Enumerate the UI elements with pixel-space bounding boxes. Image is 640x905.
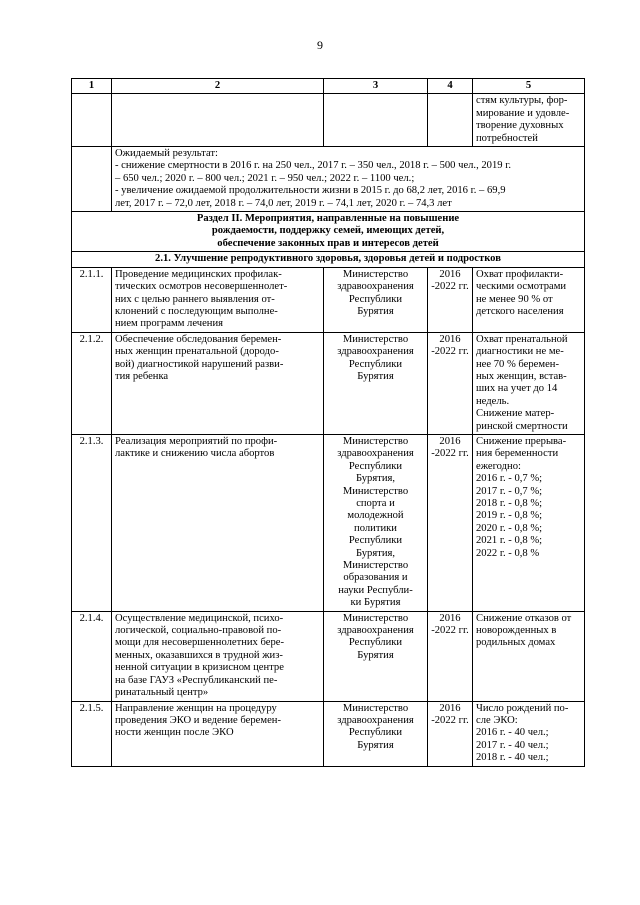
measure-executor (324, 434, 428, 611)
measure-number: 2.1.4. (72, 611, 112, 701)
measure-executor-line: Республики (348, 293, 403, 305)
cont-action (112, 94, 324, 147)
measure-executor-line: здравоохранения (337, 281, 414, 293)
measure-executor-line: здравоохранения (337, 346, 414, 358)
measure-executor-line: науки Республи- (338, 584, 413, 596)
measure-executor-line: Бурятия, (355, 547, 396, 559)
measure-action-line: нием программ лечения (115, 318, 224, 330)
measure-action-line: ности женщин после ЭКО (115, 727, 234, 739)
measure-result-line: 2016 г. - 0,7 %; (476, 473, 543, 485)
measure-executor-line: Республики (348, 637, 403, 649)
measure-executor-line: Министерство (342, 333, 409, 345)
measure-result-line: Число рождений по- (476, 702, 569, 714)
measure-result-line: 2018 г. - 40 чел.; (476, 752, 549, 764)
measure-result (473, 332, 585, 434)
measure-result-line: Снижение матер- (476, 408, 555, 420)
measure-result-line: нее 70 % беремен- (476, 358, 559, 370)
table-row (72, 701, 585, 766)
measure-action (112, 611, 324, 701)
subsection-title: 2.1. Улучшение репродуктивного здоровья, здоровья детей и подростков (72, 252, 585, 267)
measure-action (112, 267, 324, 332)
cont-result-line: потребностей (476, 132, 538, 144)
measure-term-line: -2022 гг. (431, 346, 469, 358)
measure-action-line: лактике и снижению числа абортов (115, 448, 275, 460)
measure-executor-line: Республики (348, 358, 403, 370)
measure-action-line: мощи для несовершеннолетних бере- (115, 637, 284, 649)
cont-result-line: мирование и удовле- (476, 107, 570, 119)
header-col-3: 3 (324, 79, 428, 94)
measure-action (112, 701, 324, 766)
measure-action-line: проведения ЭКО и ведение беремен- (115, 714, 281, 726)
table-row (72, 332, 585, 434)
measure-number: 2.1.5. (72, 701, 112, 766)
measure-term-line: -2022 гг. (431, 625, 469, 637)
cont-result-line: стям культуры, фор- (476, 95, 568, 107)
expected-line: – 650 чел.; 2020 г. – 800 чел.; 2021 г. – 950 чел.; 2022 г. – 1100 чел.; (115, 172, 415, 184)
measure-result-line: диагностики не ме- (476, 346, 564, 358)
measure-executor-line: образования и (343, 572, 408, 584)
measure-result-line: Снижение отказов от (476, 612, 572, 624)
table-row (72, 611, 585, 701)
measure-action-line: Направление женщин на процедуру (115, 702, 277, 714)
measure-term (428, 332, 473, 434)
expected-line: - снижение смертности в 2016 г. на 250 чел., 2017 г. – 350 чел., 2018 г. – 500 чел., 2019 г. (115, 160, 512, 172)
section-title-line: обеспечение законных прав и интересов детей (217, 237, 439, 249)
measure-result-line: 2016 г. - 40 чел.; (476, 727, 549, 739)
measure-executor-line: политики (354, 522, 397, 534)
measure-result-line: ния беременности (476, 448, 559, 460)
measure-result-line: 2020 г. - 0,8 %; (476, 522, 543, 534)
measure-result-line: Охват профилакти- (476, 268, 564, 280)
measure-result-line: Снижение прерыва- (476, 435, 567, 447)
header-col-5: 5 (473, 79, 585, 94)
measure-term-line: 2016 (439, 612, 461, 624)
table-row (72, 267, 585, 332)
measure-executor-line: Бурятия (357, 649, 394, 661)
cont-result-line: творение духовных (476, 120, 564, 132)
measure-action-line: ненной ситуации в кризисном центре (115, 662, 284, 674)
measure-executor-line: здравоохранения (337, 625, 414, 637)
measure-rows (72, 267, 585, 766)
measure-executor-line: молодежной (347, 510, 404, 522)
measure-executor-line: здравоохранения (337, 448, 414, 460)
measure-executor (324, 332, 428, 434)
measure-result-line: не менее 90 % от (476, 293, 553, 305)
measure-executor-line: Республики (348, 727, 403, 739)
measure-executor-line: Министерство (342, 702, 409, 714)
header-col-4: 4 (428, 79, 473, 94)
measure-result (473, 701, 585, 766)
measure-executor-line: Бурятия (357, 305, 394, 317)
measure-term-line: 2016 (439, 702, 461, 714)
section-title-line: Раздел II. Мероприятия, направленные на повышение (196, 213, 460, 225)
measure-result-line: детского населения (476, 305, 564, 317)
measure-executor-line: Республики (348, 460, 403, 472)
measure-result-line: 2022 г. - 0,8 % (476, 547, 540, 559)
measure-number: 2.1.2. (72, 332, 112, 434)
measure-number: 2.1.1. (72, 267, 112, 332)
expected-empty-cell (72, 147, 112, 212)
measure-result-line: недель. (476, 395, 510, 407)
measure-result-line: ческими осмотрами (476, 281, 567, 293)
measure-result-line: 2017 г. - 40 чел.; (476, 739, 549, 751)
measure-executor-line: Министерство (342, 485, 409, 497)
measure-action-line: Осуществление медицинской, психо- (115, 612, 284, 624)
measure-term-line: -2022 гг. (431, 448, 469, 460)
measure-result (473, 267, 585, 332)
measure-executor-line: Министерство (342, 612, 409, 624)
measure-result-line: ших на учет до 14 (476, 383, 558, 395)
cont-term (428, 94, 473, 147)
measure-term-line: 2016 (439, 268, 461, 280)
measure-action (112, 332, 324, 434)
measure-result-line: ежегодно: (476, 460, 521, 472)
measure-action-line: ринатальный центр» (115, 687, 209, 699)
header-col-1: 1 (72, 79, 112, 94)
cont-exec (324, 94, 428, 147)
measures-table (71, 78, 585, 767)
measure-action-line: вой) диагностикой нарушений разви- (115, 358, 284, 370)
measure-term (428, 701, 473, 766)
measure-action-line: на базе ГАУЗ «Республиканский пе- (115, 674, 278, 686)
cont-num (72, 94, 112, 147)
measure-executor-line: спорта и (356, 498, 395, 509)
measure-action-line: ных женщин пренатальной (дородо- (115, 346, 279, 358)
expected-line: - увеличение ожидаемой продолжительности жизни в 2015 г. до 68,2 лет, 2016 г. – 69,9 (115, 185, 506, 197)
measure-action (112, 434, 324, 611)
measure-term-line: -2022 гг. (431, 714, 469, 726)
measure-executor-line: Бурятия (357, 739, 394, 751)
header-col-2: 2 (112, 79, 324, 94)
expected-result-row (72, 147, 585, 212)
measure-action-line: них с целью раннего выявления от- (115, 293, 275, 305)
measure-executor-line: Бурятия (357, 370, 394, 382)
measure-executor-line: Министерство (342, 435, 409, 447)
measure-result-line: ринской смертности (476, 420, 568, 432)
measure-action-line: тия ребенка (115, 370, 169, 382)
measure-executor-line: Министерство (342, 268, 409, 280)
measure-result (473, 611, 585, 701)
measure-result-line: 2018 г. - 0,8 %; (476, 498, 543, 509)
measure-term-line: -2022 гг. (431, 281, 469, 293)
section-title (72, 212, 585, 252)
continuation-row (72, 94, 585, 147)
measure-result-line: Охват пренатальной (476, 333, 568, 345)
measure-result-line: родильных домах (476, 637, 556, 649)
measure-term (428, 434, 473, 611)
section-title-line: рождаемости, поддержку семей, имеющих детей, (211, 225, 445, 237)
section-row (72, 212, 585, 252)
measure-term (428, 611, 473, 701)
measure-action-line: тических осмотров несовершеннолет- (115, 281, 288, 293)
expected-line: лет, 2017 г. – 72,0 лет, 2018 г. – 74,0 лет, 2019 г. – 74,1 лет, 2020 г. – 74,3 лет (115, 197, 452, 209)
subsection-row (72, 252, 585, 267)
measure-executor-line: здравоохранения (337, 714, 414, 726)
measure-result-line: новорожденных в (476, 625, 557, 637)
measure-action-line: Обеспечение обследования беремен- (115, 333, 282, 345)
measure-result-line: сле ЭКО: (476, 714, 518, 726)
measure-result-line: ных женщин, встав- (476, 370, 567, 382)
cont-result (473, 94, 585, 147)
measure-executor (324, 611, 428, 701)
measure-action-line: логической, социально-правовой по- (115, 625, 282, 637)
measure-result-line: 2017 г. - 0,7 %; (476, 485, 543, 497)
measure-executor-line: Республики (348, 535, 403, 547)
measure-executor-line: ки Бурятия (350, 597, 401, 609)
measure-executor-line: Министерство (342, 560, 409, 572)
measure-term-line: 2016 (439, 435, 461, 447)
measure-executor (324, 267, 428, 332)
measure-action-line: Реализация мероприятий по профи- (115, 435, 278, 447)
measure-action-line: клонений с последующим выполне- (115, 305, 278, 317)
measure-term (428, 267, 473, 332)
expected-line: Ожидаемый результат: (115, 148, 218, 160)
measure-result-line: 2021 г. - 0,8 %; (476, 535, 543, 547)
measure-result-line: 2019 г. - 0,8 %; (476, 510, 543, 522)
measure-action-line: менных, оказавшихся в трудной жиз- (115, 649, 283, 661)
measure-action-line: Проведение медицинских профилак- (115, 268, 282, 280)
expected-result-cell (112, 147, 585, 212)
measure-executor (324, 701, 428, 766)
table-row (72, 434, 585, 611)
page-number: 9 (317, 38, 323, 52)
measure-term-line: 2016 (439, 333, 461, 345)
measure-executor-line: Бурятия, (355, 473, 396, 485)
header-row (72, 79, 585, 94)
measure-number: 2.1.3. (72, 434, 112, 611)
measure-result (473, 434, 585, 611)
